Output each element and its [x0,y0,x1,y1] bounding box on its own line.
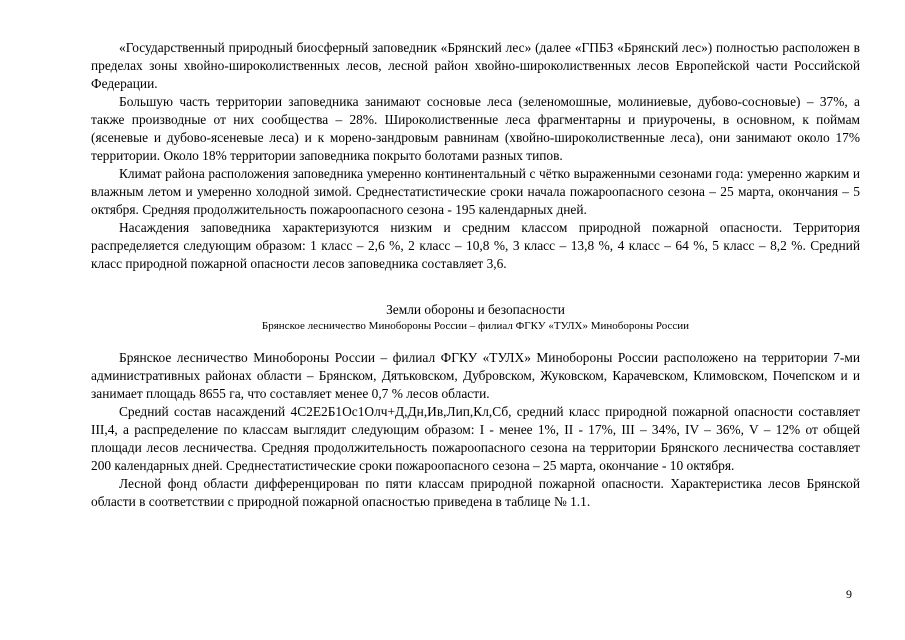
defense-lands-section [91,349,860,511]
reserve-description-section [91,39,860,273]
paragraph-forest-composition: Большую часть территории заповедника занимают сосновые леса (зеленомошные, молиниевые, дубово-сосновые) – 37%, а также производные от них сообщества – 28%. Широколиственные леса фрагментарны и приурочены, в основном, к поймам (ясеневые и дубово-ясеневые леса) и к морено-зандровым равнинам (хвойно-широколиственные леса), они занимают около 17% территории. Около 18% территории заповедника покрыто болотами разных типов. [91,94,860,163]
section-subtitle: Брянское лесничество Минобороны России – филиал ФГКУ «ТУЛХ» Минобороны России [261,320,690,332]
paragraph-stand-composition: Средний состав насаждений 4С2Е2Б1Ос1Олч+Д,Дн,Ив,Лип,Кл,Сб, средний класс природной пожарной опасности составляет III,4, а распределение по классам выглядит следующим образом: I - менее 1%, II - 17%, III – 34%, IV – 36%, V – 12% от общей площади лесов лесничества. Средняя продолжительность пожароопасного сезона на территории Брянского лесничества составляет 200 календарных дней. Среднестатистические сроки пожароопасного сезона – 25 марта, окончание - 10 октября. [91,404,860,473]
page-number: 9 [846,587,852,601]
paragraph-forest-fund-classes: Лесной фонд области дифференцирован по пяти классам природной пожарной опасности. Характеристика лесов Брянской области в соответствии с природной пожарной опасностью приведена в таблице № 1.1. [91,476,860,509]
paragraph-forestry-location: Брянское лесничество Минобороны России – филиал ФГКУ «ТУЛХ» Минобороны России расположено на территории 7-ми административных районах области – Брянском, Дятьковском, Дубровском, Жуковском, Карачевском, Климовском, Почепском и и занимает площадь 8655 га, что составляет менее 0,7 % лесов области. [91,350,860,401]
paragraph-climate: Климат района расположения заповедника умеренно континентальный с чётко выраженными сезонами года: умеренно жарким и влажным летом и умеренно холодной зимой. Среднестатистические сроки начала пожароопасного сезона – 25 марта, окончания – 5 октября. Средняя продолжительность пожароопасного сезона - 195 календарных дней. [91,166,860,217]
paragraph-fire-hazard-classes: Насаждения заповедника характеризуются низким и средним классом природной пожарной опасности. Территория распределяется следующим образом: 1 класс – 2,6 %, 2 класс – 10,8 %, 3 класс – 13,8 %, 4 класс – 64 %, 5 класс – 8,2 %. Средний класс природной пожарной опасности лесов заповедника составляет 3,6. [91,220,860,271]
section-title: Земли обороны и безопасности [386,302,565,317]
paragraph-reserve-location: «Государственный природный биосферный заповедник «Брянский лес» (далее «ГПБЗ «Брянский лес») полностью расположен в пределах зоны хвойно-широколиственных лесов, лесной район хвойно-широколиственных лесов Европейской части Российской Федерации. [91,40,860,91]
